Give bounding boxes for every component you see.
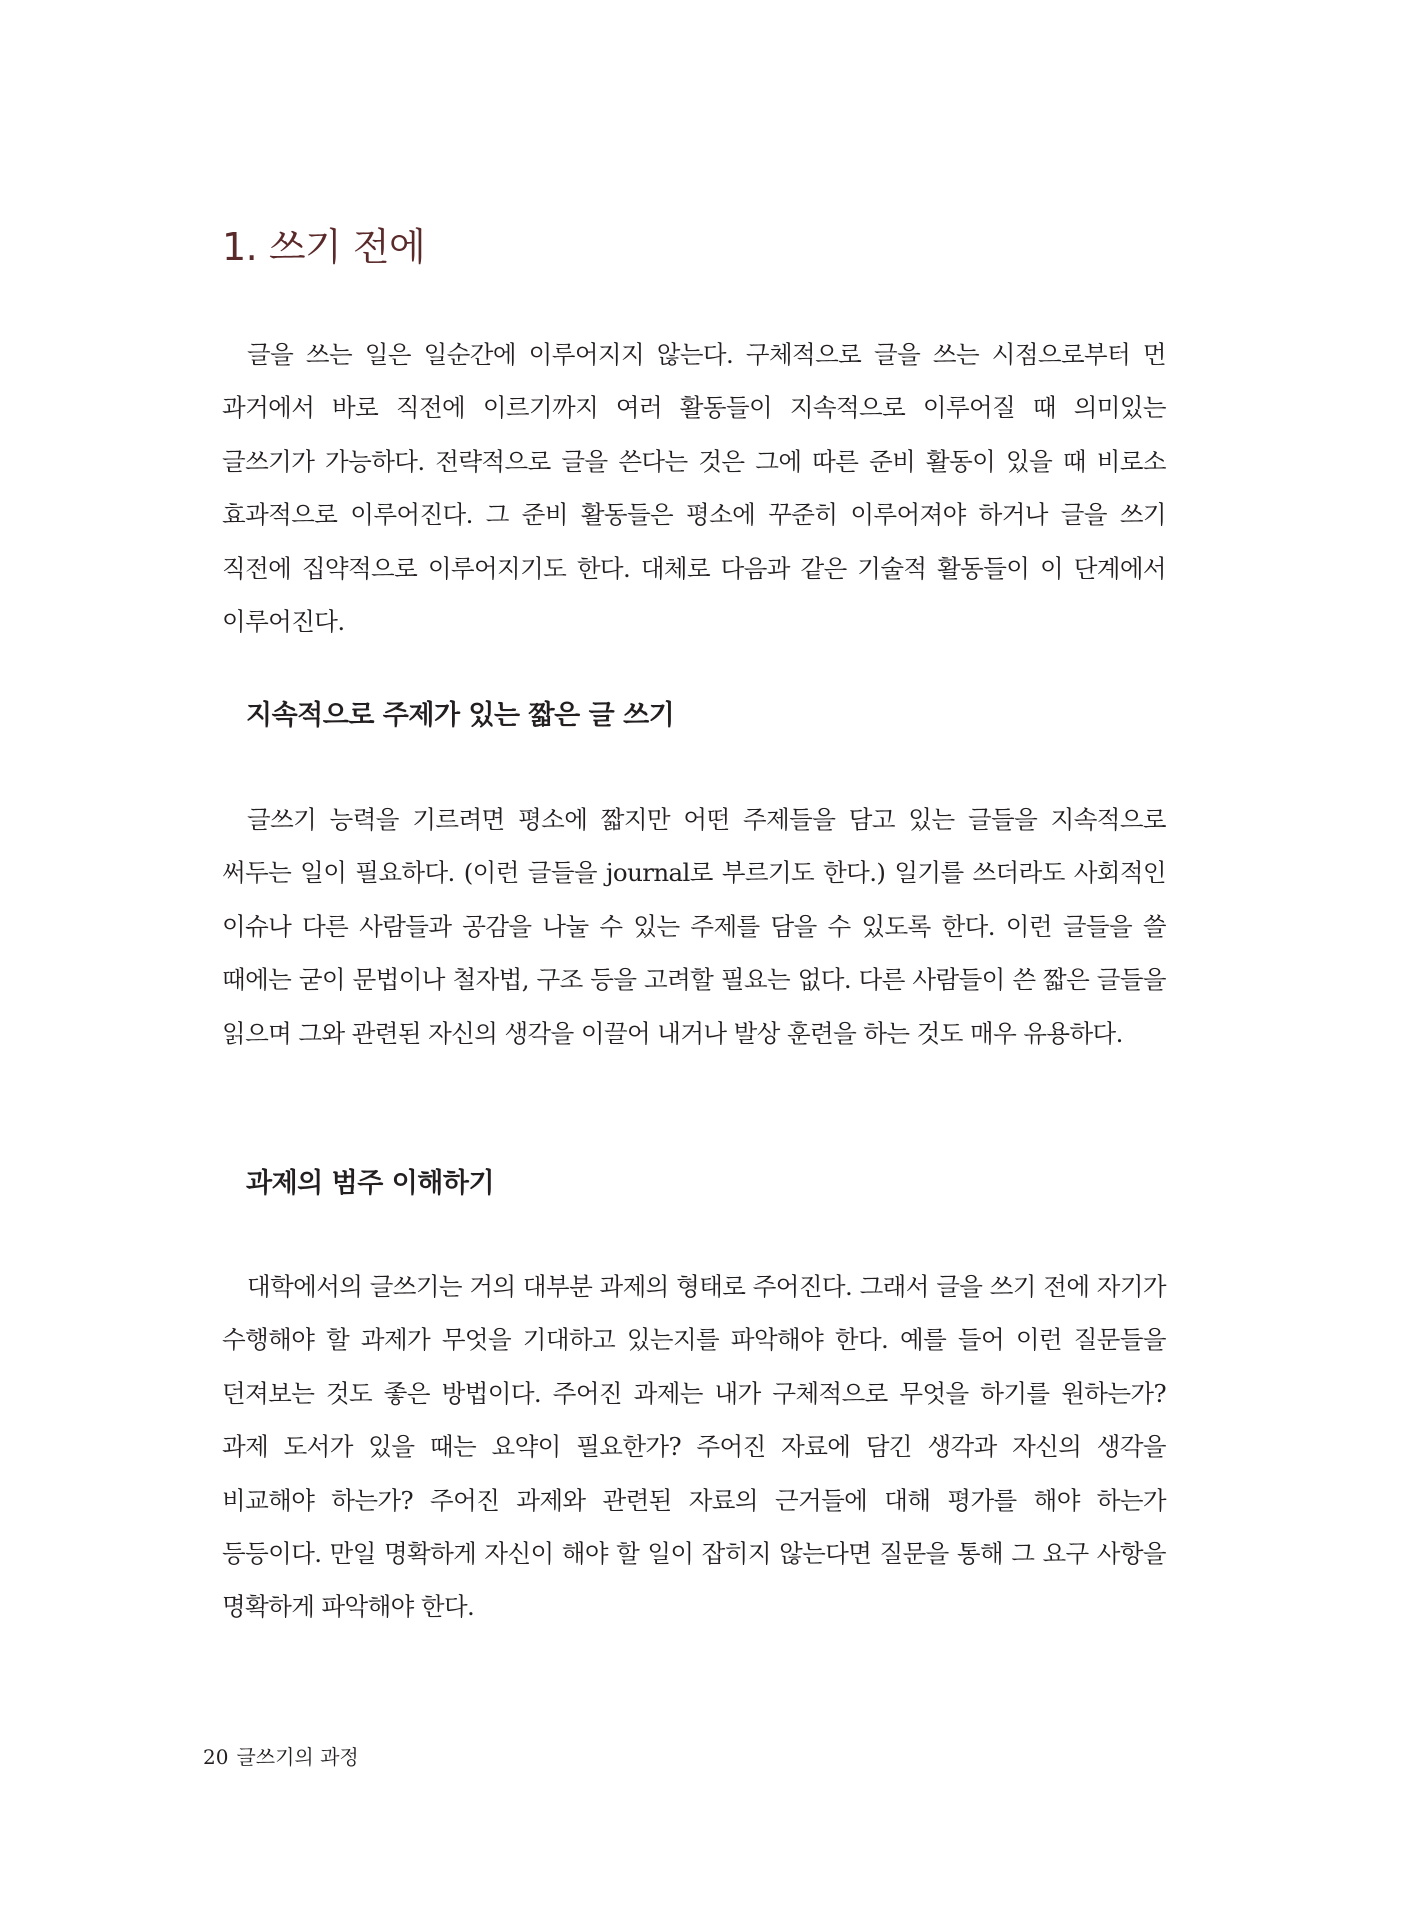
section-paragraph-journal: 글쓰기 능력을 기르려면 평소에 짧지만 어떤 주제들을 담고 있는 글들을 지속적으로 써두는 일이 필요하다. (이런 글들을 journal로 부르기도 한다.) 일기를 쓰더라도 사회적인 이슈나 다른 사람들과 공감을 나눌 수 있는 주제를 담을 수 있도록 한다. 이런 글들을 쓸 때에는 굳이 문법이나 철자법, 구조 등을 고려할 필요는 없다. 다른 사람들이 쓴 짧은 글들을 읽으며 그와 관련된 자신의 생각을 이끌어 내거나 발상 훈련을 하는 것도 매우 유용하다. (222, 805, 1166, 1048)
page-footer (203, 1742, 359, 1772)
section-paragraph-assignment: 대학에서의 글쓰기는 거의 대부분 과제의 형태로 주어진다. 그래서 글을 쓰기 전에 자기가 수행해야 할 과제가 무엇을 기대하고 있는지를 파악해야 한다. 예를 들어 이런 질문들을 던져보는 것도 좋은 방법이다. 주어진 과제는 내가 구체적으로 무엇을 하기를 원하는가? 과제 도서가 있을 때는 요약이 필요한가? 주어진 자료에 담긴 생각과 자신의 생각을 비교해야 하는가? 주어진 과제와 관련된 자료의 근거들에 대해 평가를 해야 하는가 등등이다. 만일 명확하게 자신이 해야 할 일이 잡히지 않는다면 질문을 통해 그 요구 사항을 명확하게 파악해야 한다. (222, 1272, 1166, 1622)
intro-paragraph: 글을 쓰는 일은 일순간에 이루어지지 않는다. 구체적으로 글을 쓰는 시점으로부터 먼 과거에서 바로 직전에 이르기까지 여러 활동들이 지속적으로 이루어질 때 의미있는 글쓰기가 가능하다. 전략적으로 글을 쓴다는 것은 그에 따른 준비 활동이 있을 때 비로소 효과적으로 이루어진다. 그 준비 활동들은 평소에 꾸준히 이루어져야 하거나 글을 쓰기 직전에 집약적으로 이루어지기도 한다. 대체로 다음과 같은 기술적 활동들이 이 단계에서 이루어진다. (222, 340, 1166, 637)
page-number: 20 (203, 1745, 229, 1769)
running-title: 글쓰기의 과정 (236, 1745, 359, 1769)
section-title-assignment: 과제의 범주 이해하기 (246, 1168, 495, 1199)
chapter-title: 1. 쓰기 전에 (222, 225, 426, 269)
section-title-journal: 지속적으로 주제가 있는 짧은 글 쓰기 (246, 700, 675, 731)
